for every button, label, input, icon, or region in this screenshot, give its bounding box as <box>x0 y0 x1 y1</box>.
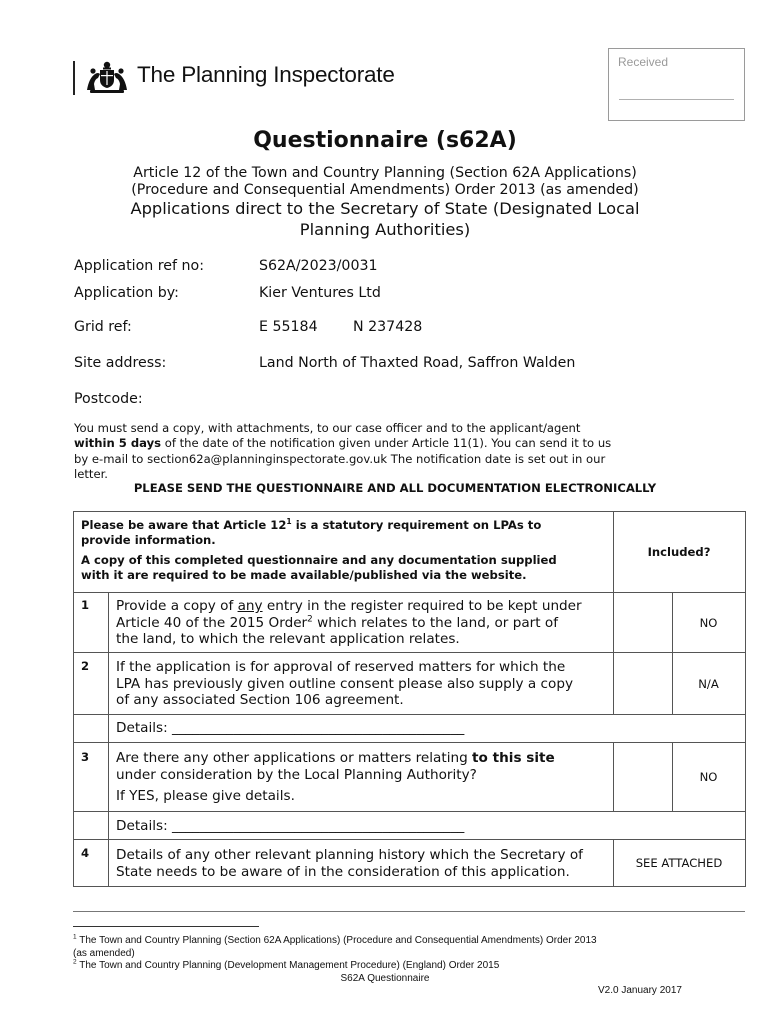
note-line-2-rest: of the date of the notification given under Article 11(1). You can send it to us <box>161 436 612 451</box>
footnote-1 <box>73 935 713 960</box>
q1-line-3: the land, to which the relevant application relates. <box>116 631 460 648</box>
question-4-text <box>116 847 611 880</box>
org-name: The Planning Inspectorate <box>137 62 395 87</box>
header-text-a2: is a statutory requirement on LPAs to <box>291 518 542 532</box>
question-number: 4 <box>81 846 90 860</box>
q3-emphasis: to this site <box>472 750 555 766</box>
footnote-1-line-2: (as amended) <box>73 947 135 959</box>
footer-version: V2.0 January 2017 <box>598 985 682 996</box>
note-line-4: letter. <box>74 466 108 481</box>
table-header-line-3: A copy of this completed questionnaire and any documentation supplied <box>81 552 557 567</box>
question-4-answer: SEE ATTACHED <box>635 856 723 870</box>
table-border-bottom <box>73 886 745 887</box>
q3-line-2: under consideration by the Local Planning Authority? <box>116 766 477 783</box>
table-divider <box>73 839 745 840</box>
table-border-top <box>73 511 745 512</box>
note-line-2 <box>74 436 694 451</box>
question-number: 1 <box>81 598 90 612</box>
footnote-1-number: 1 <box>73 933 77 941</box>
subtitle-applications <box>60 198 710 240</box>
postcode-label: Postcode: <box>74 391 143 407</box>
logo-divider <box>73 61 75 95</box>
subtitle-line-2: (Procedure and Consequential Amendments) Order 2013 (as amended) <box>131 182 639 198</box>
footnote-separator <box>73 926 259 927</box>
question-number: 3 <box>81 750 90 764</box>
table-header-note <box>81 518 611 583</box>
table-divider <box>73 714 745 715</box>
received-label: Received <box>618 55 669 69</box>
royal-crest-icon <box>84 60 130 94</box>
table-num-col-divider <box>108 592 109 887</box>
q1-emphasis-any: any <box>237 598 263 614</box>
q1-text-c: Article 40 of the 2015 Order <box>116 614 308 631</box>
table-border-right <box>745 511 746 887</box>
q1-text-b: entry in the register required to be kept under <box>262 598 582 614</box>
electronic-submission-notice: PLEASE SEND THE QUESTIONNAIRE AND ALL DOCUMENTATION ELECTRONICALLY <box>133 481 657 495</box>
table-header-line-1 <box>81 518 611 533</box>
grid-ref-easting: E 55184 <box>259 319 318 335</box>
table-checkbox-col-divider <box>672 592 673 715</box>
subtitle-line-4: Planning Authorities) <box>299 220 471 239</box>
subtitle-line-1: Article 12 of the Town and Country Planning (Section 62A Applications) <box>133 165 637 181</box>
question-3-details: Details: ___________________________________________ <box>116 818 465 834</box>
site-address-label: Site address: <box>74 355 167 371</box>
note-line-1: You must send a copy, with attachments, to our case officer and to the applicant/agent <box>74 421 581 435</box>
question-2-answer: N/A <box>698 677 719 691</box>
table-border-left <box>73 511 74 887</box>
received-signature-line <box>619 99 734 100</box>
question-2-details: Details: ___________________________________________ <box>116 720 465 736</box>
footnote-ref-1: 1 <box>286 517 292 527</box>
q3-line-3: If YES, please give details. <box>116 788 295 805</box>
grid-ref-label: Grid ref: <box>74 319 132 335</box>
table-answer-col-divider <box>613 511 614 715</box>
site-address-value: Land North of Thaxted Road, Saffron Walden <box>259 355 576 371</box>
q2-line-3: of any associated Section 106 agreement. <box>116 692 404 709</box>
question-3-answer: NO <box>699 770 718 784</box>
application-ref-value: S62A/2023/0031 <box>259 258 378 274</box>
table-header-line-4: with it are required to be made available/published via the website. <box>81 567 527 582</box>
q3-line-1 <box>116 750 611 767</box>
application-ref-label: Application ref no: <box>74 258 204 274</box>
table-answer-col-divider <box>613 742 614 812</box>
q1-line-2 <box>116 615 611 632</box>
question-2-text <box>116 659 611 709</box>
footer-rule <box>73 911 745 912</box>
footnote-2 <box>73 960 713 973</box>
subtitle-line-3: Applications direct to the Secretary of State (Designated Local <box>130 199 640 218</box>
footer-document-name: S62A Questionnaire <box>340 973 430 984</box>
included-column-header: Included? <box>647 545 711 559</box>
q1-text-d: which relates to the land, or part of <box>312 614 558 631</box>
q4-line-1: Details of any other relevant planning history which the Secretary of <box>116 847 583 863</box>
grid-ref-northing: N 237428 <box>353 319 423 335</box>
q1-text-a: Provide a copy of <box>116 598 238 614</box>
page-title: Questionnaire (s62A) <box>253 128 517 153</box>
table-divider <box>73 742 745 743</box>
subtitle-article <box>0 165 770 199</box>
q2-line-2: LPA has previously given outline consent please also supply a copy <box>116 675 574 692</box>
table-divider <box>73 811 745 812</box>
question-1-text <box>116 598 611 648</box>
footnote-2-number: 2 <box>73 958 77 966</box>
header-text-a1: Please be aware that Article 12 <box>81 518 287 532</box>
note-line-3: by e-mail to section62a@planninginspectorate.gov.uk The notification date is set out in our <box>74 451 606 466</box>
question-number: 2 <box>81 659 90 673</box>
table-divider <box>73 592 745 593</box>
footnote-2-text: The Town and Country Planning (Development Management Procedure) (England) Order 2015 <box>79 960 500 971</box>
footnote-1-text: The Town and Country Planning (Section 62A Applications) (Procedure and Consequential Amendments) Order 2013 <box>79 935 597 946</box>
q3-text-a: Are there any other applications or matters relating <box>116 750 473 766</box>
q1-line-1 <box>116 598 611 615</box>
footnote-ref-2: 2 <box>307 614 313 625</box>
table-divider <box>73 652 745 653</box>
q2-line-1: If the application is for approval of reserved matters for which the <box>116 659 566 675</box>
application-by-label: Application by: <box>74 285 179 301</box>
table-header-line-2: provide information. <box>81 533 216 548</box>
submission-note <box>74 421 694 482</box>
question-1-answer: NO <box>699 616 718 630</box>
question-3-text <box>116 750 611 805</box>
application-by-value: Kier Ventures Ltd <box>259 285 381 301</box>
footnote-1-line-1 <box>73 935 713 948</box>
q4-line-2: State needs to be aware of in the consideration of this application. <box>116 863 570 880</box>
note-deadline: within 5 days <box>74 436 162 451</box>
